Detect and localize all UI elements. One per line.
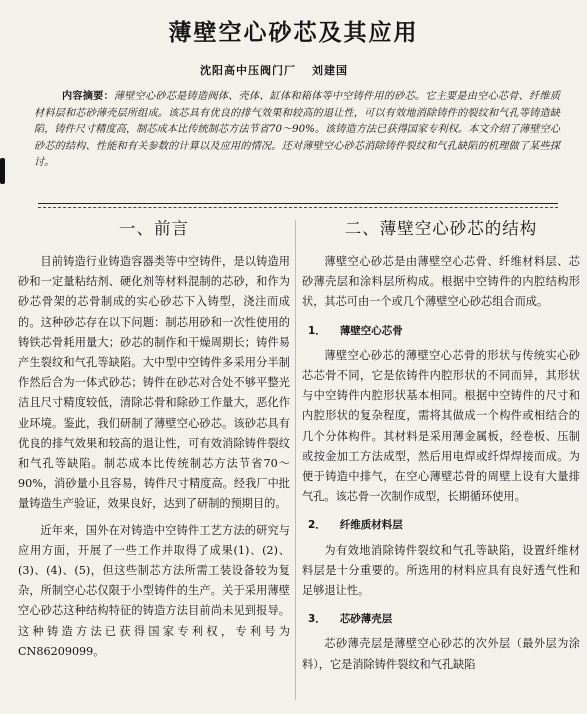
section-heading-structure: 二、薄壁空心砂芯的结构 [344, 219, 538, 238]
scan-edge-mark [0, 158, 5, 184]
affiliation: 沈阳高中压阀门厂 [200, 64, 296, 77]
section-heading-preface: 一、前言 [119, 219, 189, 238]
right-column [302, 218, 580, 675]
article-title: 薄壁空心砂芯及其应用 [168, 20, 419, 46]
byline [200, 62, 348, 78]
subsection-number: 3． [308, 613, 326, 626]
abstract [34, 88, 560, 172]
abstract-rule [38, 203, 558, 204]
structure-intro: 薄壁空心砂芯是由薄壁空心芯骨、纤维材料层、芯砂薄壳层和涂料层所构成。根据中空铸件的内腔结构形状，其芯可由一个或几个薄壁空心砂芯组合而成。 [302, 255, 580, 309]
subsection-heading-fiber-layer [308, 515, 580, 535]
preface-paragraph-2: 近年来，国外在对铸造中空铸件工艺方法的研究与应用方面，开展了一些工作并取得了成果(1)、(2)、(3)、(4)、(5)，但这些制芯方法所需工装设备较为复杂，所制空心芯仅限于小型铸件的生产。关于采用薄壁空心砂芯这种结构特征的铸造方法目前尚未见到报导。这种铸造方法已获得国家专利权，专利号为CN86209099。 [18, 523, 290, 658]
subsection-title: 薄壁空心芯骨 [339, 324, 403, 337]
subsection-title: 纤维质材料层 [339, 519, 403, 532]
left-column [18, 218, 290, 662]
sand-shell-paragraph: 芯砂薄壳层是薄壁空心砂芯的次外层（最外层为涂料），它是消除铸件裂纹和气孔缺陷 [302, 637, 580, 671]
subsection-number: 1． [308, 324, 326, 337]
abstract-rule-dashed [38, 207, 558, 208]
subsection-heading-core-frame [308, 321, 580, 341]
subsection-title: 芯砂薄壳层 [339, 613, 393, 626]
author-name: 刘建国 [312, 64, 348, 77]
subsection-number: 2． [308, 519, 326, 532]
column-divider [295, 220, 296, 700]
fiber-layer-paragraph: 为有效地消除铸件裂纹和气孔等缺陷，设置纤维材料层是十分重要的。所选用的材料应具有良好透气性和足够退让性。 [302, 543, 580, 598]
core-frame-paragraph: 薄壁空心砂芯的薄壁空心芯骨的形状与传统实心砂芯芯骨不同，它是依铸件内腔形状的不同而异，其形状与中空铸件内腔形状基本相同。根据中空铸件的尺寸和内腔形状的复杂程度，需将其做成一个构件或相结合的几个分体构件。其材料是采用薄金属板，经卷板、压制或按金加工方法成型，然后用电焊或纤焊焊接而成。为便于铸造中排气，在空心薄壁芯骨的周壁上设有大量排气孔。该芯骨一次制作成型，长期循环使用。 [302, 348, 580, 504]
subsection-heading-sand-shell [308, 609, 580, 629]
abstract-text: 薄壁空心砂芯是铸造阀体、壳体、缸体和箱体等中空铸件用的砂芯。它主要是由空心芯骨、纤维质材料层和芯砂薄壳层所组成。该芯具有优良的排气效果和较高的退让性，可以有效地消除铸件的裂纹和气孔等铸造缺陷，铸件尺寸精度高，制芯成本比传统制芯方法节省70～90%。该铸造方法已获得国家专利权。本文介绍了薄壁空心砂芯的结构、性能和有关参数的计算以及应用的情况。还对薄壁空心砂芯消除铸件裂纹和气孔缺陷的机理做了某些探讨。 [34, 91, 561, 168]
preface-paragraph-1: 目前铸造行业铸造容器类等中空铸件，是以铸造用砂和一定量粘结剂、硬化剂等材料混制的芯砂，和作为砂芯骨架的芯骨制成的实心砂芯下入铸型，浇注而成的。这种砂芯存在以下问题：制芯用砂和一次性使用的铸铁芯骨耗用量大；砂芯的制作和干燥周期长；铸件易产生裂纹和气孔等缺陷。大中型中空铸件多采用分半制作然后合为一体式砂芯；铸件在砂芯对合处不够平整光洁且尺寸精度较低，清除芯骨和除砂工作量大，恶化作业环境。鉴此，我们研制了薄壁空心砂芯。该砂芯具有优良的排气效果和较高的退让性，可有效消除铸件裂纹和气孔等缺陷。制芯成本比传统制芯方法节省70～90%，消砂量小且容易，铸件尺寸精度高。经我厂中批量铸造生产验证，效果良好，达到了研制的预期目的。 [18, 255, 290, 511]
abstract-label: 内容摘要： [62, 90, 114, 102]
